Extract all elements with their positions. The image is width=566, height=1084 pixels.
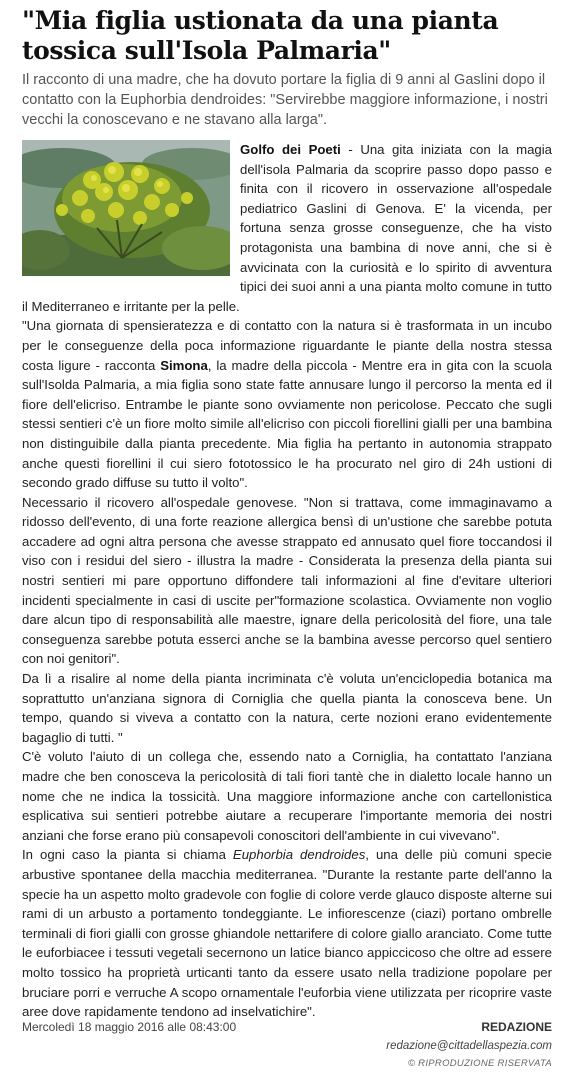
- author-email-link[interactable]: redazione@cittadellaspezia.com: [386, 1040, 552, 1052]
- paragraph-2: [22, 316, 552, 492]
- paragraph-5: C'è voluto l'aiuto di un collega che, essendo nato a Corniglia, ha contattato l'anziana madre che ben conosceva la pericolosità di tali fiori tantè che in dialetto locale hanno un nome che ne indica la tossicità. Una maggiore informazione anche con cartellonistica esplicativa sui sentieri potrebbe aiutare a recuperare l'importante memoria dei nostri anziani che forse erano più consapevoli conoscitori dell'ambiente in cui vivevano".: [22, 749, 552, 843]
- paragraph-2-text-b: , la madre della piccola - Mentre era in gita con la scuola sull'Isolda Palmaria, a mia figlia sono state fatte annusare lungo il percorso la menta ed il fiore dell'elicriso. Entrambe le piante sono ovviamente non pericolose. Peccato che sugli stessi sentieri c'è un fiore molto simile all'elicriso con piccoli fiorellini gialli per una bambina non distinguibile dalla pianta precedente. Mia figlia ha pertanto in autonomia strappato anche questi fiorellini il cui siero fototossico le ha procurato nel giro di 24h ustioni di secondo grado diffuse su tutto il volto".: [22, 357, 553, 491]
- paragraph-3: Necessario il ricovero all'ospedale genovese. "Non si trattava, come immaginavamo a ridosso dell'evento, di una forte reazione allergica bensì di un'ustione che sarebbe potuta accadere ad ogni altra persona che avesse strappato ed annusato quel fiore toccandosi il viso con i residui del siero - illustra la madre - Considerata la presenza della pianta sui nostri sentieri mi pare opportuno diffondere tali informazioni al fine d'evitare ulteriori incidenti specialmente in casi di uscite per"formazione scolastica. Ovviamente non voglio dare alcun tipo di responsabilità alle maestre, ignare della pericolosità del fiore, una tale conseguenza sarebbe potuta esserci anche se la bambina avesse percorso quel sentiero con noi genitori".: [22, 494, 552, 667]
- paragraph-6: [22, 845, 552, 1021]
- paragraph-6-text-b: , una delle più comuni specie arbustive spontanee della macchia mediterranea. "Durante la restante parte dell'anno la specie ha un aspetto molto gradevole con foglie di colore verde glauco disposte alterne sui rami di un arbusto a portamento tondeggiante. Le infiorescenze (ciazi) portano ombrelle terminali di fiori gialli con grosse ghiandole nettarifere di colore giallo aranciato. Come tutte le euforbiacee i tessuti vegetali secernono un latice bianco appiccicoso che oltre ad essere molto tossico ha proprietà urticanti tanto da essere usato nella tradizione popolare per bruciare porri e verruche A scopo ornamentale l'euforbia viene utilizzata per ricoprire vaste aree dove rapidamente tendono ad inselvatichire".: [22, 847, 552, 1020]
- person-name: Simona: [160, 357, 208, 373]
- paragraph-2-text-a: "Una giornata di spensieratezza e di contatto con la natura si è trasformata in un incubo per le conseguenze della poca informazione riguardante le piante della nostra stessa costa ligure - racconta: [22, 318, 552, 373]
- paragraph-1-text: - Una gita iniziata con la magia dell'isola Palmaria da scoprire passo dopo passo e finita con il ricovero in osservazione all'ospedale pediatrico Gaslini di Genova. E' la vicenda, per fortuna senza grosse conseguenze, che ha visto protagonista una bambina di nove anni, che si è avvicinata con la curiosità e lo spirito di avventura tipici dei suoi anni a una pianta molto comune in tutto il Mediterraneo e irritante per la pelle.: [22, 142, 553, 314]
- article-title: "Mia figlia ustionata da una pianta tossica sull'Isola Palmaria": [22, 6, 499, 65]
- euphorbia-photo: [22, 140, 230, 276]
- publish-date: Mercoledì 18 maggio 2016 alle 08:43:00: [22, 1020, 237, 1034]
- dateline: Golfo dei Poeti: [240, 142, 341, 157]
- copyright-notice: © RIPRODUZIONE RISERVATA: [407, 1058, 552, 1069]
- paragraph-4: Da lì a risalire al nome della pianta incriminata c'è voluta un'enciclopedia botanica ma soprattutto un'anziana signora di Corniglia che quella pianta la conosceva bene. Un tempo, quando si viveva a contatto con la natura, certe nozioni erano evidentemente bagaglio di tutti. ": [22, 671, 552, 745]
- article-subtitle: Il racconto di una madre, che ha dovuto portare la figlia di 9 anni al Gaslini dopo il contatto con la Euphorbia dendroides: "Servirebbe maggiore informazione, i nostri vecchi la conoscevano e ne stavano alla larga".: [22, 72, 548, 128]
- species-name: Euphorbia dendroides: [232, 847, 366, 863]
- author: REDAZIONE: [481, 1020, 552, 1034]
- article-body: [22, 140, 552, 1022]
- paragraph-6-text-a: In ogni caso la pianta si chiama: [22, 847, 233, 863]
